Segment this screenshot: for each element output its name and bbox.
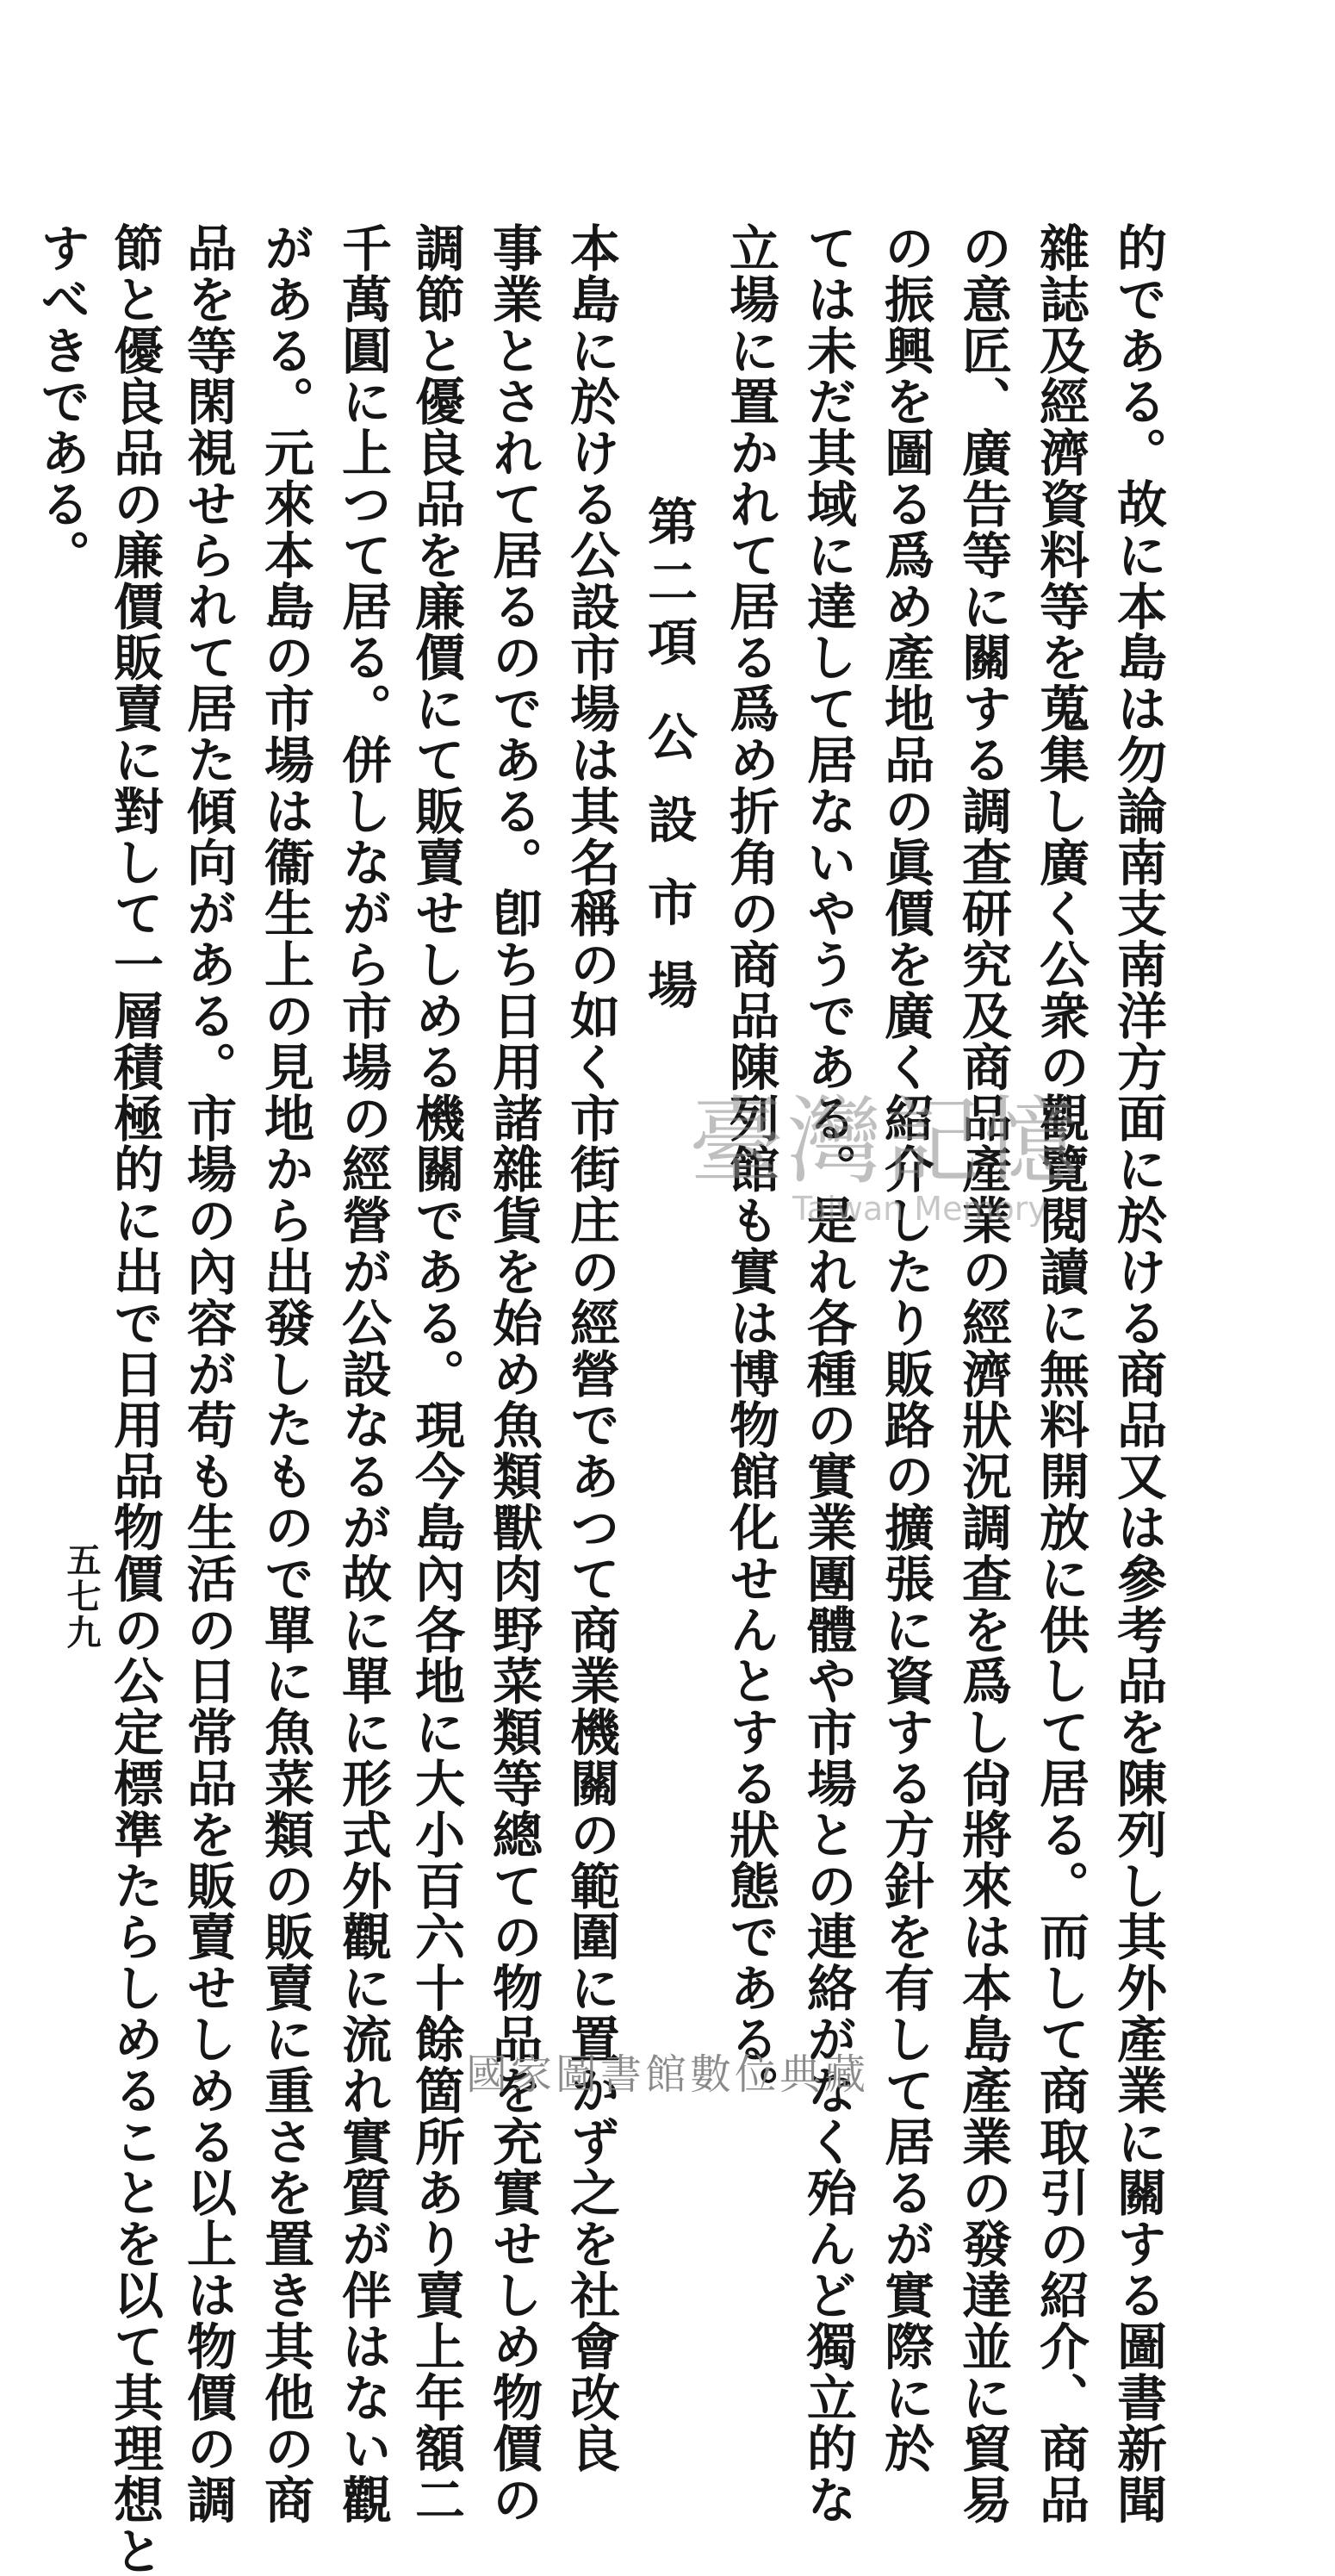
section-heading-number: 第二項 xyxy=(639,495,698,676)
page-number: 五七九 xyxy=(61,1542,102,1651)
text-column-9: 調節と優良品を廉價にて販賣せしめる機關である。現今島內各地に大小百六十餘箇所あり賣上年額二 xyxy=(407,222,465,2525)
footer-credit: 國家圖書館數位典藏 xyxy=(465,2050,869,2099)
text-column-4: の振興を圖る爲め產地品の眞價を廣く紹介したり販路の擴張に資する方針を有して居るが實際に於 xyxy=(876,222,934,2474)
text-column-7: 本島に於ける公設市場は其名稱の如く市街庄の經營であつて商業機關の範圍に置かず之を社會改良 xyxy=(562,222,620,2474)
watermark-english: Taiwan Memory xyxy=(792,1190,1047,1228)
text-column-3: の意匠、廣告等に關する調查研究及商品產業の經濟狀況調查を爲し尙將來は本島產業の發達並に貿易 xyxy=(953,222,1012,2525)
text-column-6: 立場に置かれて居る爲め折角の商品陳列館も實は博物館化せんとする狀態である。 xyxy=(721,222,779,2116)
text-column-8: 事業とされて居るのである。卽ち日用諸雜貨を始め魚類獸肉野菜類等總ての物品を充實せしめ物價の xyxy=(484,222,543,2525)
text-column-13: 節と優良品の廉價販賣に對して一層積極的に出で日用品物價の公定標準たらしめることを以て其理想と xyxy=(105,222,164,2576)
text-column-14: すべきである。 xyxy=(32,222,90,581)
section-heading-title: 公設市場 xyxy=(639,711,698,1042)
text-column-2: 雜誌及經濟資料等を蒐集し廣く公衆の觀覽閱讀に無料開放に供して居る。而して商取引の紹介、商品 xyxy=(1031,222,1090,2525)
text-column-12: 品を等閑視せられて居た傾向がある。市場の內容が苟も生活の日常品を販賣せしめる以上は物價の調 xyxy=(178,222,237,2525)
watermark-logo xyxy=(689,1086,1137,1254)
text-column-10: 千萬圓に上つて居る。併しながら市場の經營が公設なるが故に單に形式外觀に流れ實質が伴はない觀 xyxy=(333,222,392,2525)
text-column-5: ては未だ其域に達して居ないやうである。是れ各種の實業團體や市場との連絡がなく殆んど獨立的な xyxy=(798,222,857,2525)
section-heading xyxy=(639,495,698,1042)
watermark-chinese: 臺灣記憶 xyxy=(689,1086,1082,1197)
text-column-11: がある。元來本島の市場は衞生上の見地から出發したもので單に魚菜類の販賣に重さを置き其他の商 xyxy=(256,222,314,2525)
text-column-1: 的である。故に本島は勿論南支南洋方面に於ける商品又は參考品を陳列し其外產業に關する圖書新聞 xyxy=(1108,222,1167,2525)
